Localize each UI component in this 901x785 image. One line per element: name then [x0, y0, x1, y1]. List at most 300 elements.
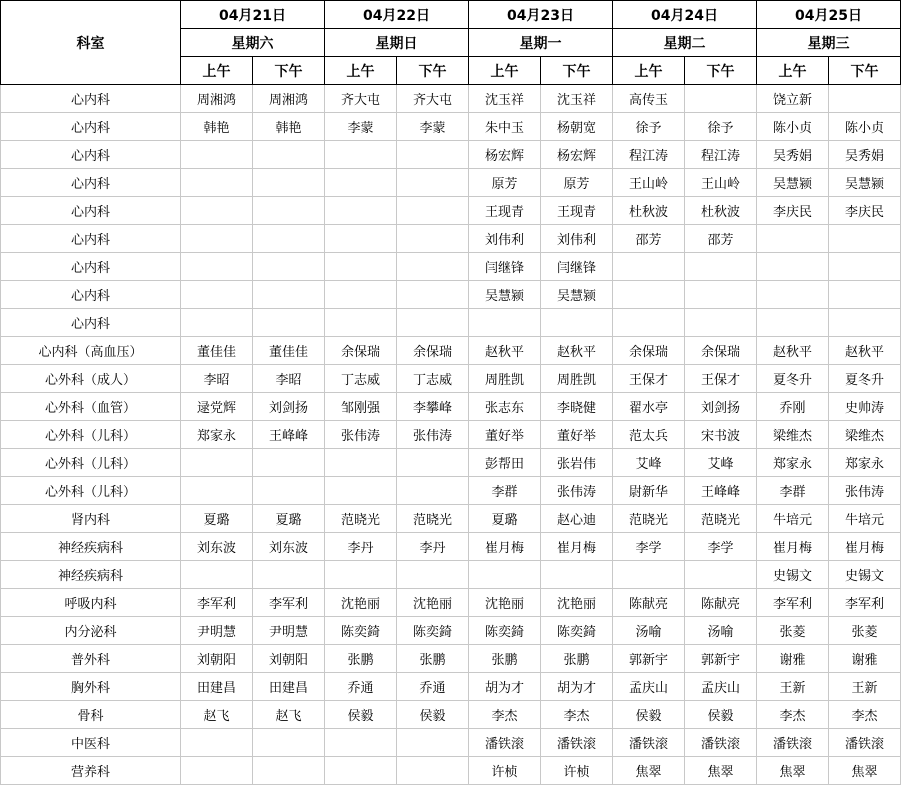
am-doctor-cell: 逯党辉	[181, 393, 253, 421]
table-row	[1, 113, 901, 141]
pm-doctor-cell	[253, 169, 325, 197]
pm-doctor-cell	[253, 449, 325, 477]
am-doctor-cell: 潘铁滚	[469, 729, 541, 757]
pm-doctor-cell: 王保才	[685, 365, 757, 393]
pm-doctor-cell: 李晓健	[541, 393, 613, 421]
pm-doctor-cell: 陈奕錡	[397, 617, 469, 645]
pm-doctor-cell	[253, 253, 325, 281]
pm-doctor-cell: 杜秋波	[685, 197, 757, 225]
pm-doctor-cell: 谢雅	[829, 645, 901, 673]
pm-doctor-cell	[253, 141, 325, 169]
pm-doctor-cell: 刘朝阳	[253, 645, 325, 673]
am-doctor-cell: 余保瑞	[325, 337, 397, 365]
table-row	[1, 309, 901, 337]
am-doctor-cell: 董佳佳	[181, 337, 253, 365]
date-header: 04月23日	[469, 1, 613, 29]
pm-doctor-cell: 潘铁滚	[829, 729, 901, 757]
pm-doctor-cell: 张鹏	[397, 645, 469, 673]
am-doctor-cell	[325, 141, 397, 169]
am-doctor-cell: 艾峰	[613, 449, 685, 477]
table-row	[1, 505, 901, 533]
am-doctor-cell: 彭帮田	[469, 449, 541, 477]
am-doctor-cell	[469, 309, 541, 337]
am-doctor-cell: 赵秋平	[757, 337, 829, 365]
pm-doctor-cell: 汤喻	[685, 617, 757, 645]
weekday-header: 星期一	[469, 29, 613, 57]
am-doctor-cell	[325, 561, 397, 589]
pm-doctor-cell: 周胜凯	[541, 365, 613, 393]
pm-doctor-cell: 崔月梅	[829, 533, 901, 561]
date-header: 04月22日	[325, 1, 469, 29]
am-doctor-cell: 李蒙	[325, 113, 397, 141]
pm-doctor-cell: 余保瑞	[685, 337, 757, 365]
pm-doctor-cell: 赵秋平	[829, 337, 901, 365]
schedule-header	[1, 1, 901, 85]
table-row	[1, 421, 901, 449]
pm-doctor-cell: 侯毅	[397, 701, 469, 729]
dept-cell: 胸外科	[1, 673, 181, 701]
pm-doctor-cell	[397, 281, 469, 309]
dept-cell: 心外科（儿科）	[1, 449, 181, 477]
am-doctor-cell: 刘伟利	[469, 225, 541, 253]
pm-doctor-cell: 胡为才	[541, 673, 613, 701]
am-doctor-cell: 沈艳丽	[325, 589, 397, 617]
pm-doctor-cell: 郭新宇	[685, 645, 757, 673]
pm-doctor-cell: 齐大屯	[397, 85, 469, 113]
am-doctor-cell: 孟庆山	[613, 673, 685, 701]
am-doctor-cell: 王山岭	[613, 169, 685, 197]
pm-doctor-cell	[541, 561, 613, 589]
pm-doctor-cell: 李军利	[829, 589, 901, 617]
pm-doctor-cell	[253, 477, 325, 505]
pm-doctor-cell	[685, 85, 757, 113]
pm-doctor-cell: 王峰峰	[253, 421, 325, 449]
pm-header: 下午	[253, 57, 325, 85]
pm-doctor-cell: 乔通	[397, 673, 469, 701]
am-doctor-cell: 吴慧颍	[757, 169, 829, 197]
pm-doctor-cell: 李丹	[397, 533, 469, 561]
am-doctor-cell: 焦翠	[757, 757, 829, 785]
am-doctor-cell: 崔月梅	[757, 533, 829, 561]
am-doctor-cell: 胡为才	[469, 673, 541, 701]
am-doctor-cell: 夏璐	[469, 505, 541, 533]
pm-doctor-cell	[829, 85, 901, 113]
pm-doctor-cell: 李学	[685, 533, 757, 561]
table-row	[1, 253, 901, 281]
am-doctor-cell: 韩艳	[181, 113, 253, 141]
am-doctor-cell: 余保瑞	[613, 337, 685, 365]
pm-doctor-cell: 周湘鸿	[253, 85, 325, 113]
table-row	[1, 141, 901, 169]
pm-doctor-cell: 范晓光	[397, 505, 469, 533]
pm-doctor-cell: 沈艳丽	[397, 589, 469, 617]
pm-doctor-cell	[685, 281, 757, 309]
pm-doctor-cell	[829, 281, 901, 309]
am-doctor-cell	[613, 561, 685, 589]
dept-cell: 心内科（高血压）	[1, 337, 181, 365]
schedule-body	[1, 85, 901, 785]
dept-cell: 内分泌科	[1, 617, 181, 645]
am-doctor-cell	[757, 309, 829, 337]
am-doctor-cell: 李昭	[181, 365, 253, 393]
am-doctor-cell: 邵芳	[613, 225, 685, 253]
table-row	[1, 337, 901, 365]
pm-doctor-cell	[253, 197, 325, 225]
table-row	[1, 701, 901, 729]
pm-doctor-cell: 赵心迪	[541, 505, 613, 533]
pm-doctor-cell: 王山岭	[685, 169, 757, 197]
dept-cell: 心内科	[1, 141, 181, 169]
pm-doctor-cell: 崔月梅	[541, 533, 613, 561]
pm-doctor-cell: 郑家永	[829, 449, 901, 477]
pm-doctor-cell	[397, 141, 469, 169]
table-row	[1, 673, 901, 701]
pm-doctor-cell	[397, 197, 469, 225]
am-doctor-cell: 郑家永	[181, 421, 253, 449]
dept-cell: 心内科	[1, 169, 181, 197]
am-doctor-cell: 潘铁滚	[613, 729, 685, 757]
table-row	[1, 281, 901, 309]
pm-doctor-cell: 吴慧颍	[829, 169, 901, 197]
am-doctor-cell: 张伟涛	[325, 421, 397, 449]
am-doctor-cell: 刘朝阳	[181, 645, 253, 673]
am-doctor-cell	[613, 281, 685, 309]
table-row	[1, 197, 901, 225]
pm-doctor-cell: 张岩伟	[541, 449, 613, 477]
am-doctor-cell: 齐大屯	[325, 85, 397, 113]
pm-doctor-cell: 陈小贞	[829, 113, 901, 141]
am-doctor-cell: 范晓光	[613, 505, 685, 533]
pm-doctor-cell: 张鹏	[541, 645, 613, 673]
am-doctor-cell	[325, 477, 397, 505]
am-doctor-cell: 翟水亭	[613, 393, 685, 421]
pm-doctor-cell	[397, 169, 469, 197]
am-doctor-cell	[181, 197, 253, 225]
am-doctor-cell: 侯毅	[325, 701, 397, 729]
pm-doctor-cell: 焦翠	[685, 757, 757, 785]
pm-doctor-cell: 闫继锋	[541, 253, 613, 281]
pm-doctor-cell: 史锡文	[829, 561, 901, 589]
table-row	[1, 225, 901, 253]
am-doctor-cell: 张菱	[757, 617, 829, 645]
am-doctor-cell: 张鹏	[469, 645, 541, 673]
am-doctor-cell: 朱中玉	[469, 113, 541, 141]
am-doctor-cell	[469, 561, 541, 589]
pm-doctor-cell: 夏璐	[253, 505, 325, 533]
pm-doctor-cell: 王现青	[541, 197, 613, 225]
table-row	[1, 393, 901, 421]
am-doctor-cell: 郑家永	[757, 449, 829, 477]
am-doctor-cell: 牛培元	[757, 505, 829, 533]
dept-cell: 营养科	[1, 757, 181, 785]
am-doctor-cell: 刘东波	[181, 533, 253, 561]
pm-doctor-cell: 尹明慧	[253, 617, 325, 645]
pm-doctor-cell	[397, 253, 469, 281]
am-doctor-cell	[325, 197, 397, 225]
pm-doctor-cell: 赵飞	[253, 701, 325, 729]
table-row	[1, 477, 901, 505]
table-row	[1, 617, 901, 645]
pm-doctor-cell: 李攀峰	[397, 393, 469, 421]
am-doctor-cell: 乔通	[325, 673, 397, 701]
am-doctor-cell: 陈小贞	[757, 113, 829, 141]
dept-cell: 心内科	[1, 225, 181, 253]
pm-doctor-cell: 李杰	[829, 701, 901, 729]
am-doctor-cell: 邹刚强	[325, 393, 397, 421]
pm-doctor-cell: 侯毅	[685, 701, 757, 729]
am-doctor-cell: 闫继锋	[469, 253, 541, 281]
table-row	[1, 449, 901, 477]
pm-doctor-cell: 韩艳	[253, 113, 325, 141]
table-row	[1, 561, 901, 589]
dept-cell: 心外科（血管）	[1, 393, 181, 421]
table-row	[1, 533, 901, 561]
dept-cell: 心外科（儿科）	[1, 477, 181, 505]
am-doctor-cell: 吴秀娟	[757, 141, 829, 169]
pm-doctor-cell: 潘铁滚	[541, 729, 613, 757]
am-doctor-cell: 潘铁滚	[757, 729, 829, 757]
am-doctor-cell: 尉新华	[613, 477, 685, 505]
pm-doctor-cell: 李军利	[253, 589, 325, 617]
am-doctor-cell: 史锡文	[757, 561, 829, 589]
dept-cell: 肾内科	[1, 505, 181, 533]
am-doctor-cell	[181, 281, 253, 309]
am-doctor-cell: 谢雅	[757, 645, 829, 673]
am-doctor-cell: 夏璐	[181, 505, 253, 533]
am-doctor-cell: 赵秋平	[469, 337, 541, 365]
pm-doctor-cell	[397, 561, 469, 589]
am-doctor-cell	[757, 225, 829, 253]
pm-doctor-cell: 沈玉祥	[541, 85, 613, 113]
am-doctor-cell: 徐予	[613, 113, 685, 141]
am-doctor-cell: 周胜凯	[469, 365, 541, 393]
pm-header: 下午	[397, 57, 469, 85]
am-doctor-cell: 李军利	[757, 589, 829, 617]
am-doctor-cell: 丁志威	[325, 365, 397, 393]
dept-cell: 心内科	[1, 253, 181, 281]
am-doctor-cell	[325, 309, 397, 337]
pm-doctor-cell	[685, 253, 757, 281]
am-doctor-cell: 李群	[757, 477, 829, 505]
am-doctor-cell: 范晓光	[325, 505, 397, 533]
dept-cell: 神经疾病科	[1, 561, 181, 589]
pm-doctor-cell: 张伟涛	[829, 477, 901, 505]
pm-doctor-cell	[829, 253, 901, 281]
pm-doctor-cell: 田建昌	[253, 673, 325, 701]
dept-cell: 呼吸内科	[1, 589, 181, 617]
pm-doctor-cell	[397, 225, 469, 253]
dept-cell: 心内科	[1, 113, 181, 141]
am-doctor-cell: 王新	[757, 673, 829, 701]
pm-doctor-cell: 张菱	[829, 617, 901, 645]
am-doctor-cell	[613, 309, 685, 337]
am-header: 上午	[613, 57, 685, 85]
dept-cell: 普外科	[1, 645, 181, 673]
am-header: 上午	[469, 57, 541, 85]
pm-doctor-cell: 孟庆山	[685, 673, 757, 701]
dept-cell: 心内科	[1, 85, 181, 113]
am-doctor-cell: 李军利	[181, 589, 253, 617]
pm-doctor-cell: 牛培元	[829, 505, 901, 533]
weekday-header: 星期二	[613, 29, 757, 57]
am-doctor-cell	[325, 729, 397, 757]
pm-doctor-cell	[253, 561, 325, 589]
pm-doctor-cell: 沈艳丽	[541, 589, 613, 617]
dept-cell: 心内科	[1, 281, 181, 309]
pm-doctor-cell: 李蒙	[397, 113, 469, 141]
am-doctor-cell: 郭新宇	[613, 645, 685, 673]
pm-doctor-cell	[829, 225, 901, 253]
am-doctor-cell: 董好举	[469, 421, 541, 449]
am-doctor-cell: 李丹	[325, 533, 397, 561]
pm-doctor-cell: 王峰峰	[685, 477, 757, 505]
dept-cell: 神经疾病科	[1, 533, 181, 561]
table-row	[1, 757, 901, 785]
am-doctor-cell: 崔月梅	[469, 533, 541, 561]
pm-doctor-cell: 邵芳	[685, 225, 757, 253]
am-doctor-cell: 沈艳丽	[469, 589, 541, 617]
am-doctor-cell: 许桢	[469, 757, 541, 785]
am-doctor-cell: 原芳	[469, 169, 541, 197]
am-doctor-cell: 赵飞	[181, 701, 253, 729]
pm-doctor-cell	[397, 729, 469, 757]
pm-doctor-cell	[253, 281, 325, 309]
am-doctor-cell	[757, 253, 829, 281]
am-doctor-cell	[325, 169, 397, 197]
pm-doctor-cell	[253, 729, 325, 757]
pm-doctor-cell	[685, 309, 757, 337]
am-doctor-cell	[325, 757, 397, 785]
pm-doctor-cell: 史帅涛	[829, 393, 901, 421]
pm-doctor-cell	[397, 757, 469, 785]
am-doctor-cell	[181, 225, 253, 253]
am-doctor-cell: 高传玉	[613, 85, 685, 113]
am-header: 上午	[181, 57, 253, 85]
am-doctor-cell: 王现青	[469, 197, 541, 225]
pm-doctor-cell: 董佳佳	[253, 337, 325, 365]
pm-doctor-cell: 丁志威	[397, 365, 469, 393]
am-doctor-cell	[181, 477, 253, 505]
table-row	[1, 365, 901, 393]
dept-cell: 心内科	[1, 309, 181, 337]
table-row	[1, 169, 901, 197]
pm-doctor-cell: 许桢	[541, 757, 613, 785]
pm-doctor-cell: 梁维杰	[829, 421, 901, 449]
pm-doctor-cell: 李庆民	[829, 197, 901, 225]
am-doctor-cell	[181, 561, 253, 589]
am-doctor-cell: 尹明慧	[181, 617, 253, 645]
am-doctor-cell: 张志东	[469, 393, 541, 421]
pm-header: 下午	[829, 57, 901, 85]
pm-doctor-cell: 李杰	[541, 701, 613, 729]
pm-doctor-cell	[397, 449, 469, 477]
am-doctor-cell: 梁维杰	[757, 421, 829, 449]
pm-header: 下午	[685, 57, 757, 85]
am-doctor-cell	[181, 169, 253, 197]
am-doctor-cell: 夏冬升	[757, 365, 829, 393]
pm-doctor-cell: 陈奕錡	[541, 617, 613, 645]
pm-doctor-cell: 杨朝宽	[541, 113, 613, 141]
am-doctor-cell: 李庆民	[757, 197, 829, 225]
am-doctor-cell: 饶立新	[757, 85, 829, 113]
am-doctor-cell: 杨宏辉	[469, 141, 541, 169]
am-doctor-cell: 吴慧颍	[469, 281, 541, 309]
pm-doctor-cell: 宋书波	[685, 421, 757, 449]
am-doctor-cell	[757, 281, 829, 309]
pm-doctor-cell: 赵秋平	[541, 337, 613, 365]
pm-header: 下午	[541, 57, 613, 85]
pm-doctor-cell	[541, 309, 613, 337]
weekday-header: 星期六	[181, 29, 325, 57]
pm-doctor-cell: 焦翠	[829, 757, 901, 785]
pm-doctor-cell: 徐予	[685, 113, 757, 141]
pm-doctor-cell: 刘剑扬	[685, 393, 757, 421]
pm-doctor-cell: 吴慧颍	[541, 281, 613, 309]
table-row	[1, 645, 901, 673]
am-doctor-cell	[181, 141, 253, 169]
pm-doctor-cell: 原芳	[541, 169, 613, 197]
pm-doctor-cell: 张伟涛	[541, 477, 613, 505]
pm-doctor-cell: 李昭	[253, 365, 325, 393]
am-doctor-cell: 焦翠	[613, 757, 685, 785]
am-doctor-cell: 周湘鸿	[181, 85, 253, 113]
weekday-header: 星期日	[325, 29, 469, 57]
date-header: 04月21日	[181, 1, 325, 29]
pm-doctor-cell: 杨宏辉	[541, 141, 613, 169]
am-doctor-cell	[181, 253, 253, 281]
pm-doctor-cell: 吴秀娟	[829, 141, 901, 169]
pm-doctor-cell: 艾峰	[685, 449, 757, 477]
am-doctor-cell	[181, 309, 253, 337]
am-doctor-cell: 陈献亮	[613, 589, 685, 617]
pm-doctor-cell: 刘伟利	[541, 225, 613, 253]
dept-cell: 骨科	[1, 701, 181, 729]
am-doctor-cell: 范太兵	[613, 421, 685, 449]
pm-doctor-cell	[397, 477, 469, 505]
date-header: 04月24日	[613, 1, 757, 29]
am-doctor-cell: 张鹏	[325, 645, 397, 673]
am-doctor-cell: 乔刚	[757, 393, 829, 421]
pm-doctor-cell	[397, 309, 469, 337]
am-doctor-cell: 沈玉祥	[469, 85, 541, 113]
am-doctor-cell: 侯毅	[613, 701, 685, 729]
pm-doctor-cell: 范晓光	[685, 505, 757, 533]
date-header: 04月25日	[757, 1, 901, 29]
am-doctor-cell: 汤喻	[613, 617, 685, 645]
dept-cell: 心外科（成人）	[1, 365, 181, 393]
table-row	[1, 729, 901, 757]
am-doctor-cell: 程江涛	[613, 141, 685, 169]
pm-doctor-cell: 王新	[829, 673, 901, 701]
am-doctor-cell: 陈奕錡	[325, 617, 397, 645]
am-doctor-cell: 陈奕錡	[469, 617, 541, 645]
pm-doctor-cell	[253, 309, 325, 337]
pm-doctor-cell	[253, 757, 325, 785]
am-doctor-cell: 田建昌	[181, 673, 253, 701]
am-header: 上午	[757, 57, 829, 85]
pm-doctor-cell: 董好举	[541, 421, 613, 449]
pm-doctor-cell	[829, 309, 901, 337]
dept-cell: 中医科	[1, 729, 181, 757]
dept-header: 科室	[1, 1, 181, 85]
am-doctor-cell	[325, 281, 397, 309]
pm-doctor-cell	[685, 561, 757, 589]
table-row	[1, 85, 901, 113]
pm-doctor-cell	[253, 225, 325, 253]
am-doctor-cell: 李杰	[757, 701, 829, 729]
pm-doctor-cell: 陈献亮	[685, 589, 757, 617]
am-doctor-cell	[613, 253, 685, 281]
